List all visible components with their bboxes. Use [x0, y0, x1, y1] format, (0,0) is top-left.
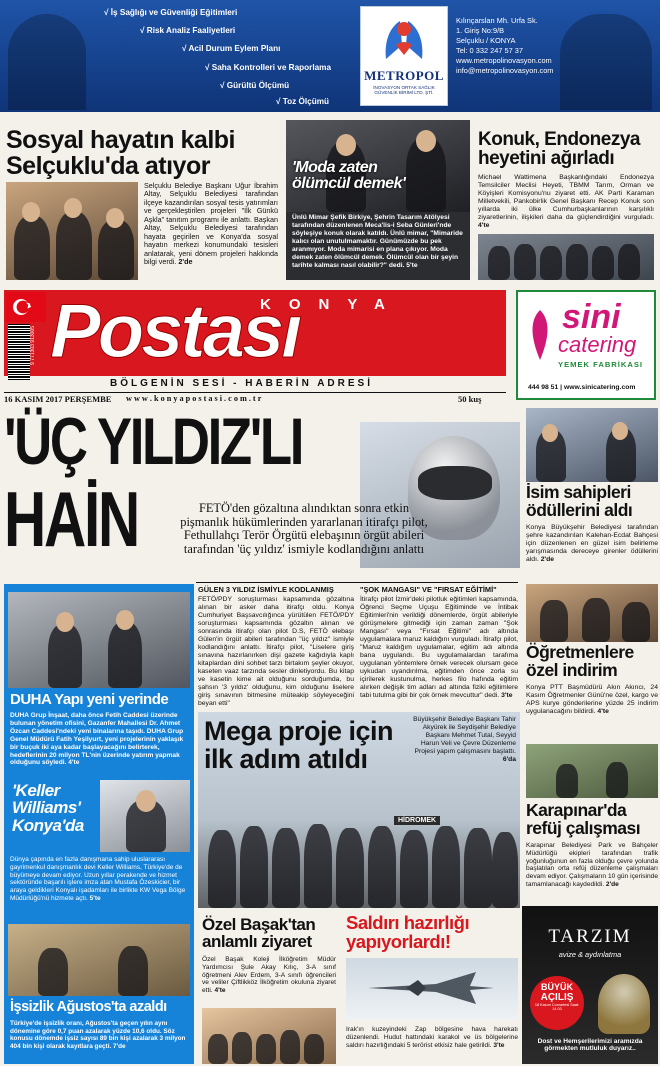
story-body: Özel Başak Koleji İlköğretim Müdür Yardımcısı Şule Akay Kılıç, 3-A sınıf öğretmeni Alev Erdem, 3-A sınıfı öğrencileri ve veliler Çiftlikköz İlköğretim okuluna ziyaret etti. 4'te	[202, 956, 336, 995]
grand-opening-badge: BÜYÜK AÇILIŞ 18 Kasım Cumartesi Saat: 14.00	[530, 976, 584, 1030]
story-title: Özel Başak'tan anlamlı ziyaret	[202, 915, 316, 952]
lead-deck: FETÖ'den gözaltına alındıktan sonra etkin pişmanlık hükümlerinden yararlanan itirafçı pilot, Fethullahçı Terör Örgütü elebaşının örgüt abileri tarafından 'üç yıldız' ismiyle kodlandığını anlattı	[180, 501, 428, 556]
service-item: √ Risk Analiz Faaliyetleri	[140, 26, 236, 35]
lead-col1: GÜLEN 3 YILDIZ İSMİYLE KODLANMIŞ FETÖ/PDY soruşturması kapsamında gözaltına alınan bir asker daha itirafçı oldu. Konya Cumhuriyet Başsavcılığınca yürütülen FETÖ/PDY soruşturması kapsamında gözaltın alınan ve sonrasında itirafçı olan pilot D.S, FETÖ elebaşı Gülen'in örgüt abileri tarafından "üç yıldız" ismiyle kodlandığını anlattı. İtirafçı pilot, "Liselere giriş sınavına hazırlanırken dişi gazete kağıdıyla kaplı kitaplardan dini sohbet tarzı birtakım şeyler okuyor, kaseten vaaz tarzında sesler dinletiyordu. Bu kitap ve kasetin kime ait olduğunu sorduğumda, bu şahsın '3 yıldız' olduğunu, kim olduğunu liselere giriş sınavının bitmesine müteakip söyleyeceğini beyan etti"	[198, 585, 354, 708]
left-photo	[8, 924, 190, 996]
hands-logo-icon	[380, 11, 428, 63]
teaser-selcuklu[interactable]	[6, 120, 280, 280]
teaser-title: Sosyal hayatın kalbi Selçuklu'da atıyor	[6, 126, 235, 180]
teaser-photo	[6, 182, 138, 280]
sini-brand: sini	[562, 298, 621, 336]
teaser-body: Ünlü Mimar Şefik Birkiye, Şehrin Tasarım Atölyesi tarafından düzenlenen Meca'lis-i Seba Günleri'nde söyleşiye konuk olarak katıldı. Ünlü mimar, "Mimaride kalıcı olan unutulmamaktır. Günümüzde bu pek aranmıyor. Moda mimarisi en plana çıkıyor. Moda demek zaten ölümcül demek. Ölümcül olan bir şeyin tarihte kalması nasıl olabilir?" dedi. 5'te	[292, 214, 463, 270]
service-list	[100, 6, 350, 106]
sini-tag: YEMEK FABRİKASI	[558, 360, 644, 369]
pilot-visor	[418, 466, 492, 500]
right-photo	[526, 744, 658, 798]
metropol-brand-sub: İNOVASYON ORTAK SAĞLIK GÜVENLİK BİRİMİ LTD. ŞTİ.	[373, 85, 435, 96]
left-story-keller[interactable]	[4, 774, 194, 924]
teaser-moda[interactable]	[286, 120, 470, 280]
service-item: √ Toz Ölçümü	[276, 97, 330, 106]
lead-rule	[196, 582, 518, 583]
story-body: Türkiye'de işsizlik oranı, Ağustos'ta geçen yılın aynı dönemine göre 0,7 puan azalarak yüzde 10,6 oldu. Söz konusu dönemde işsiz sayısı 89 bin kişi azalarak 3 milyon 404 bin kişi olarak kayıtlara geçti. 7'de	[10, 1020, 186, 1051]
masthead-url[interactable]: w w w . k o n y a p o s t a s i . c o m . t r	[126, 394, 262, 403]
service-item: √ İş Sağlığı ve Güvenliği Eğitimleri	[104, 8, 238, 17]
check-icon: √	[205, 63, 212, 72]
story-body: Dünya çapında en fazla danışmana sahip uluslararası gayrimenkul danışmanlık devi Keller Williams, Türkiye'de de büyümeye devam ediyor. Uzun yıllar perakende ve hizmet sektöründe başarılı işlere imza atan Mustafa Özeskicier, bir araya geldikleri Konyalı işadamları ile birlikte KW Vega Bölge Müdürlüğü'nü hizmete açtı. 5'te	[10, 856, 186, 902]
sini-contact: 444 98 51 | www.sinicatering.com	[528, 384, 636, 391]
mega-story[interactable]	[198, 712, 520, 908]
check-icon: √	[276, 97, 283, 106]
story-title: Saldırı hazırlığı yapıyorlardı!	[346, 912, 470, 952]
tarzim-slogan: Dost ve Hemşerilerimizi aramızda görmekten mutluluk duyarız..	[537, 1038, 643, 1052]
story-title: Mega proje için ilk adım atıldı	[204, 716, 394, 774]
turkish-flag-icon	[6, 292, 46, 322]
barcode-number: 9 771303 913005	[30, 326, 36, 365]
story-body: Büyükşehir Belediye Başkanı Tahir Akyürek ile Seydişehir Belediye Başkanı Mehmet Tutal, Seyyid Harun Veli ve Çevre Düzenleme Projesi yapım çalışmasını başlattı. 6'da	[413, 716, 516, 763]
story-title: 'Keller Williams' Konya'da	[12, 781, 84, 835]
story-title: Öğretmenlere özel indirim	[526, 642, 634, 680]
story-body: Konya Büyükşehir Belediyesi tarafından şehre kazandırılan Kalehan-Ecdat Bahçesi için düzenlenen en güzel isim belirleme yarışmasında dereceye girenler ödüllerini aldı. 2'de	[526, 524, 658, 564]
right-story-karapinar[interactable]	[526, 744, 658, 902]
metropol-logo-box	[360, 6, 448, 106]
service-item: √ Gürültü Ölçümü	[220, 81, 290, 90]
masthead-name: Postası	[50, 289, 300, 374]
saldiri-story[interactable]	[344, 912, 520, 1064]
top-ad-banner	[0, 0, 660, 112]
chandelier-icon	[598, 974, 650, 1034]
left-story-duha[interactable]	[4, 584, 194, 774]
teaser-title: Konuk, Endonezya heyetini ağırladı	[478, 129, 640, 170]
teaser-photo	[478, 234, 654, 280]
worker-silhouette-right	[560, 14, 652, 110]
mega-sign: HİDROMEK	[394, 816, 440, 825]
masthead-date: 16 KASIM 2017 PERŞEMBE	[4, 394, 112, 404]
right-photo	[526, 408, 658, 482]
teaser-body: Selçuklu Belediye Başkanı Uğur İbrahim Altay, Selçuklu Belediyesi tarafından ilçeye kazandırılan sosyal tesis yatırımları ve gerçekleştirilen projeleri "İlk Günkü Aşkla" tanıtım programı ile anlattı. Başkan Altay, Selçuklu Belediyesi tarafından hayata geçirilen ve Konya'da sosyal hayatın merkezi konumundaki tesisleri anlatarak, yeni dönem projeleri hakkında bilgi verdi. 2'de	[144, 181, 278, 267]
tarzim-brand: TARZIM	[548, 926, 632, 947]
masthead-rule	[4, 392, 506, 393]
check-icon: √	[104, 8, 111, 17]
check-icon: √	[140, 26, 147, 35]
sini-web: www.sinicatering.com	[563, 384, 636, 391]
masthead-price: 50 kuş	[458, 394, 482, 404]
right-story-isim[interactable]	[526, 408, 658, 578]
metropol-brand: METROPOL	[364, 68, 444, 83]
lead-col1-head: GÜLEN 3 YILDIZ İSMİYLE KODLANMIŞ	[198, 585, 334, 594]
masthead	[0, 286, 510, 404]
service-item: √ Acil Durum Eylem Planı	[182, 44, 281, 53]
story-title: Karapınar'da refüj çalışması	[526, 800, 641, 838]
lead-col2: "ŞOK MANGASI" VE "FIRSAT EĞİTİMİ" İtirafçı pilot İzmir'deki pilotluk eğitimleri kapsamında, Öğrenci Seçme Uçuşu Eğitiminde ve İntibak Eğitimleri'nin verildiği dönemlerde, örgüt abileriyle görüşmelere gitmediği için zaman zaman "Şok Mangası" veya "Fırsat Eğitimi" adı altında uygulamalara maruz kaldığını vurguladı. İtirafçı pilot, "Maruz kaldığım uygulamalar, eğitim adı altında bana uygulandı. Bu uygulamalardan tarafıma uygulanan yöntemlere örnek verecek olursam gece uykudan uyandırılma, eğitimden önce zorla su içirilerek kustunulma, herkes filo hafında eğitim alırken değişik tim adları ad altında fiziki eğitimlere tabi tutulma gibi bir çok örnek mevcuttur" dedi. 3'te	[360, 585, 518, 700]
teaser-title: 'Moda zaten ölümcül demek'	[292, 159, 406, 193]
story-body: Irak'ın kuzeyindeki Zap bölgesine hava harekatı düzenlendi. Hudut hattındaki karakol ve üs bölgelerine saldırı hazırlığındaki 5 terörist etkisiz hale getirildi. 3'te	[346, 1026, 518, 1049]
story-body: DUHA Grup İnşaat, daha önce Fetih Caddesi üzerinde bulunan yönetim ofisini, Gazanfer Mahallesi Dr. Ahmet Özcan Caddesi'ndeki yeni binalarına taşıdı. DUHA Grup Genel Müdürü Fatih Yeşilyurt, yeni projelerinin yaklaşık bir buçuk iki aya kadar başlayacağını belirterek, hedeflerinin 20 milyon TL'nin üzerinde yatırım yapmak olduğunu söyledi. 4'te	[10, 712, 184, 767]
jet-photo	[346, 958, 518, 1020]
masthead-barcode	[8, 324, 30, 380]
teaser-body: Michael Wattimena Başkanlığındaki Endonezya Temsilciler Meclisi Heyeti, TBMM Tarım, Orman ve Köyişleri Komisyonu'nu ziyaret etti. AK Parti Karaman Milletvekili, Pankobirlik Genel Başkanı Recep Konuk son yıllarda iki ülke Cumhurbaşkanlarının karşılıklı ziyaretlerinin, ilişkileri daha da güçlendirdiğini vurguladı. 4'te	[478, 174, 654, 230]
story-title: İsim sahipleri ödüllerini aldı	[526, 482, 633, 520]
masthead-city: KONYA	[260, 296, 403, 313]
sini-phone: 444 98 51	[528, 384, 559, 391]
masthead-slogan: BÖLGENİN SESİ - HABERİN ADRESİ	[110, 378, 373, 389]
service-item: √ Saha Kontrolleri ve Raporlama	[205, 63, 331, 72]
story-title: İşsizlik Ağustos'ta azaldı	[10, 999, 167, 1015]
worker-silhouette-left	[8, 14, 86, 110]
lead-title-line2: HAİN	[4, 475, 139, 563]
ozel-basak-story[interactable]	[198, 912, 340, 1064]
left-photo	[100, 780, 190, 852]
story-body: Konya PTT Başmüdürü Akın Akıncı, 24 Kasım Öğretmenler Günü'ne özel, kargo ve APS kurye gönderilerine yüzde 25 indirim uygulanacağını bildirdi. 4'te	[526, 684, 658, 716]
check-icon: √	[220, 81, 227, 90]
right-story-ogretmen[interactable]	[526, 584, 658, 740]
left-story-issizlik[interactable]	[4, 922, 194, 1064]
story-body: Karapınar Belediyesi Park ve Bahçeler Müdürlüğü ekipleri tarafından trafik yoğunluğunun en fazla olduğu çevre yolunda başlatılan orta refüj düzenleme çalışmaları devam ediyor. Çalışmaların 10 gün içerisinde tamamlanacağı kaydedildi. 2'de	[526, 842, 658, 888]
fighter-jet-icon	[366, 968, 496, 1008]
teaser-konuk[interactable]	[476, 120, 656, 280]
lead-col2-head: "ŞOK MANGASI" VE "FIRSAT EĞİTİMİ"	[360, 585, 497, 594]
lead-title-line1: 'ÜÇ YILDIZ'LI	[4, 404, 303, 478]
right-photo	[526, 584, 658, 642]
sini-catering-word: catering	[558, 332, 637, 357]
check-icon: √	[182, 44, 189, 53]
sini-logo-icon	[526, 308, 554, 362]
tarzim-ad[interactable]	[522, 906, 658, 1064]
sini-catering-ad[interactable]	[516, 290, 656, 400]
left-photo	[8, 592, 190, 688]
metropol-address: Kılınçarslan Mh. Urfa Sk. 1. Giriş No:9/B Selçuklu / KONYA Tel: 0 332 247 57 37 www.metropolinovasyon.com info@metropolinovasyon.com	[456, 16, 554, 76]
lead-story[interactable]	[0, 406, 520, 582]
ozel-photo	[202, 1008, 336, 1064]
tarzim-tag: avize & aydınlatma	[558, 950, 622, 959]
story-title: DUHA Yapı yeni yerinde	[10, 691, 169, 708]
